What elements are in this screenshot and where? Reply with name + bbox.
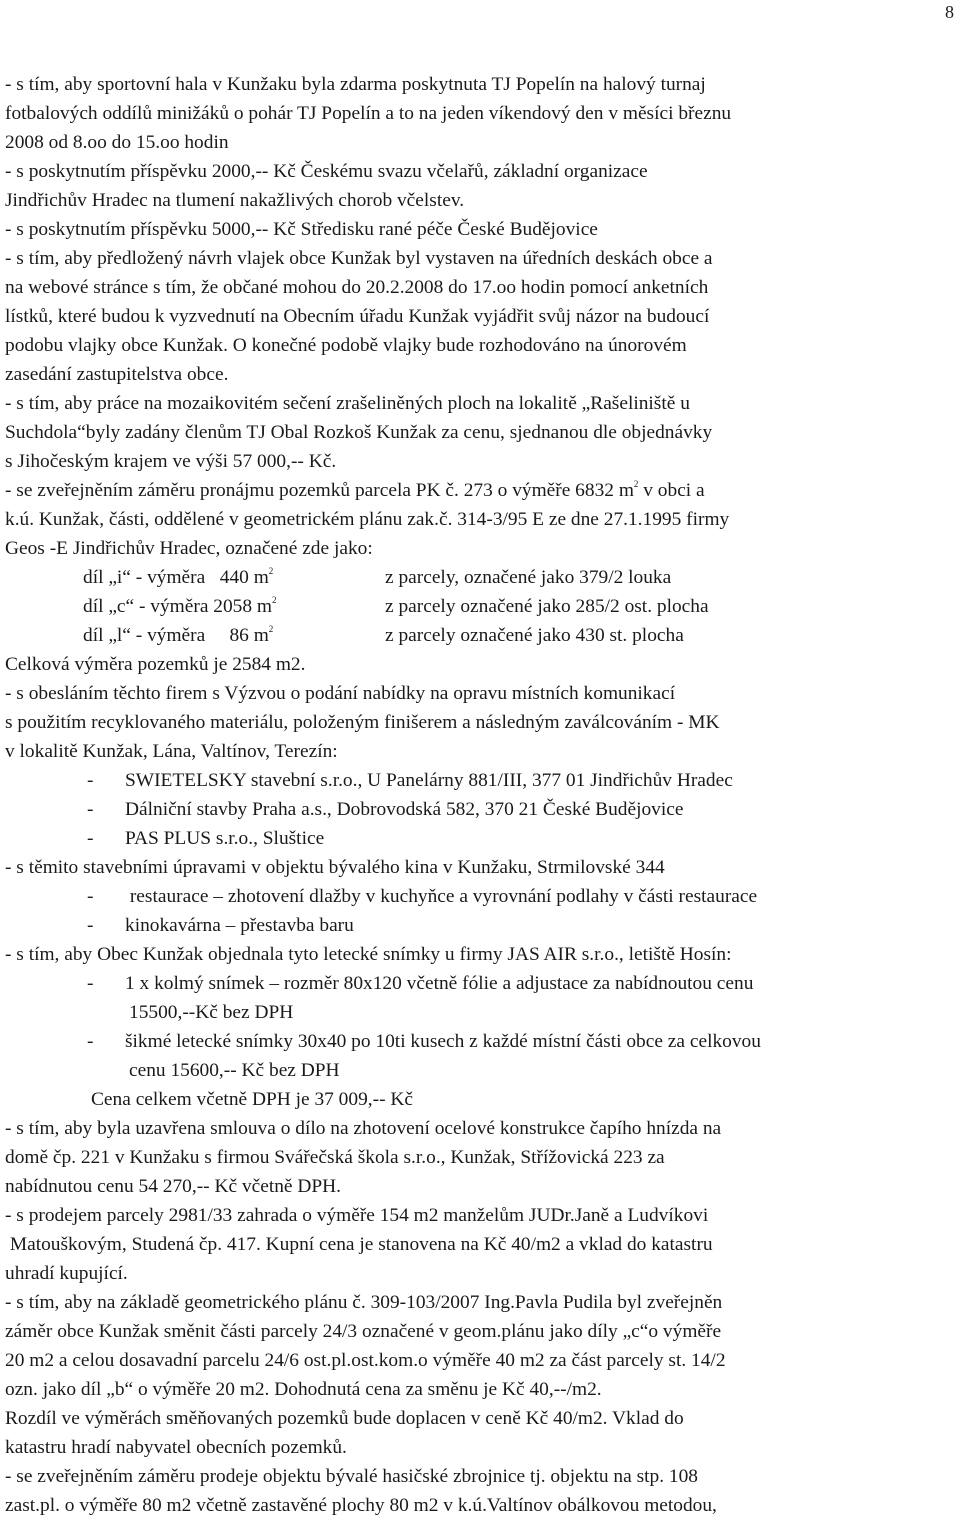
text-line: s použitím recyklovaného materiálu, položeným finišerem a následným zaválcováním - MK — [5, 712, 720, 733]
jas-item: 1 x kolmý snímek – rozměr 80x120 včetně fólie a adjustace za nabídnoutou cenu — [125, 973, 754, 994]
text-span: - se zveřejněním záměru pronájmu pozemků parcela PK č. 273 o výměře 6832 m — [5, 480, 634, 501]
text-line: podobu vlajky obce Kunžak. O konečné podobě vlajky bude rozhodováno na únorovém — [5, 335, 687, 356]
text-line — [5, 476, 940, 505]
text-line: katastru hradí nabyvatel obecních pozemků. — [5, 1437, 347, 1458]
kino-item: restaurace – zhotovení dlažby v kuchyňce a vyrovnání podlahy v části restaurace — [125, 886, 758, 907]
firm-name: Dálniční stavby Praha a.s., Dobrovodská 582, 370 21 České Budějovice — [125, 799, 684, 820]
text-line: zasedání zastupitelstva obce. — [5, 364, 229, 385]
superscript: 2 — [268, 624, 274, 634]
parcel-part-row — [5, 621, 940, 650]
text-line: Suchdola“byly zadány členům TJ Obal Rozkoš Kunžak za cenu, sjednanou dle objednávky — [5, 422, 713, 443]
text-line: Rozdíl ve výměrách směňovaných pozemků bude doplacen v ceně Kč 40/m2. Vklad do — [5, 1408, 684, 1429]
superscript: 2 — [272, 595, 277, 605]
text-line: - s poskytnutím příspěvku 2000,-- Kč Českému svazu včelařů, základní organizace — [5, 161, 648, 182]
kino-list-item: - restaurace – zhotovení dlažby v kuchyňce a vyrovnání podlahy v části restaurace — [87, 886, 758, 907]
text-line: lístků, které budou k vyzvednutí na Obecním úřadu Kunžak vyjádřit svůj názor na budoucí — [5, 306, 710, 327]
text-line: domě čp. 221 v Kunžaku s firmou Svářečská škola s.r.o., Kunžak, Střížovická 223 za — [5, 1147, 665, 1168]
text-line: k.ú. Kunžak, části, oddělené v geometrickém plánu zak.č. 314-3/95 E ze dne 27.1.1995 firmy — [5, 509, 730, 530]
firm-list-item: - PAS PLUS s.r.o., Slušticе — [87, 828, 325, 849]
text-line: Geos -E Jindřichův Hradec, označené zde jako: — [5, 538, 373, 559]
parcel-part-desc: z parcely označené jako 285/2 ost. plocha — [385, 596, 709, 617]
text-line: - s těmito stavebními úpravami v objektu bývalého kina v Kunžaku, Strmilovské 344 — [5, 857, 665, 878]
parcel-part-label: díl „i“ - výměra 440 m — [83, 567, 269, 588]
text-line: - se zveřejněním záměru prodeje objektu bývalé hasičské zbrojnice tj. objektu na stp. 108 — [5, 1466, 698, 1487]
kino-item: kinokavárna – přestavba baru — [125, 915, 354, 936]
superscript: 2 — [268, 566, 274, 576]
text-line: zast.pl. o výměře 80 m2 včetně zastavěné plochy 80 m2 v k.ú.Valtínov obálkovou metodou, — [5, 1495, 717, 1516]
text-line: - s tím, aby byla uzavřena smlouva o dílo na zhotovení ocelové konstrukce čapího hnízda na — [5, 1118, 722, 1139]
text-line: záměr obce Kunžak směnit části parcely 24/3 označené v geom.plánu jako díly „c“o výměře — [5, 1321, 722, 1342]
firm-name: PAS PLUS s.r.o., Slušticе — [125, 828, 325, 849]
text-line: - s tím, aby sportovní hala v Kunžaku byla zdarma poskytnuta TJ Popelín na halový turnaj — [5, 74, 706, 95]
text-line: nabídnutou cenu 54 270,-- Kč včetně DPH. — [5, 1176, 342, 1197]
text-line: s Jihočeským krajem ve výši 57 000,-- Kč. — [5, 451, 337, 472]
text-span: v obci a — [638, 480, 705, 501]
text-line: - s tím, aby práce na mozaikovitém sečení zrašeliněných ploch na lokalitě „Rašeliniště u — [5, 393, 690, 414]
page-number: 8 — [945, 2, 954, 22]
jas-list-item: - 1 x kolmý snímek – rozměr 80x120 včetně fólie a adjustace za nabídnoutou cenu — [87, 973, 754, 994]
text-line: - s tím, aby Obec Kunžak objednala tyto letecké snímky u firmy JAS AIR s.r.o., letiště Hosín: — [5, 944, 732, 965]
text-line: v lokalitě Kunžak, Lána, Valtínov, Terezín: — [5, 741, 338, 762]
jas-total: Cena celkem včetně DPH je 37 009,-- Kč — [91, 1089, 413, 1110]
superscript: 2 — [633, 479, 639, 489]
parcel-part-label: díl „c“ - výměra 2058 m — [83, 596, 272, 617]
text-line: - s tím, aby na základě geometrického plánu č. 309-103/2007 Ing.Pavla Pudila byl zveřejněn — [5, 1292, 723, 1313]
parcel-part-label: díl „l“ - výměra 86 m — [83, 625, 269, 646]
jas-list-item-cont: cenu 15600,-- Kč bez DPH — [129, 1060, 340, 1081]
parcel-part-desc: z parcely, označené jako 379/2 louka — [385, 567, 672, 588]
text-line: Celková výměra pozemků je 2584 m2. — [5, 654, 306, 675]
jas-list-item-cont: 15500,--Kč bez DPH — [129, 1002, 294, 1023]
text-line: 20 m2 a celou dosavadní parcelu 24/6 ost.pl.ost.kom.o výměře 40 m2 za část parcely st. 14/2 — [5, 1350, 726, 1371]
text-line: - s obesláním těchto firem s Výzvou o podání nabídky na opravu místních komunikací — [5, 683, 676, 704]
parcel-part-desc: z parcely označené jako 430 st. plocha — [385, 625, 684, 646]
text-line: uhradí kupující. — [5, 1263, 128, 1284]
firm-list-item: - Dálniční stavby Praha a.s., Dobrovodská 582, 370 21 České Budějovice — [87, 799, 684, 820]
parcel-part-row — [5, 563, 940, 592]
text-line: - s tím, aby předložený návrh vlajek obce Kunžak byl vystaven na úředních deskách obce a — [5, 248, 713, 269]
jas-item: šikmé letecké snímky 30x40 po 10ti kusech z každé místní části obce za celkovou — [125, 1031, 761, 1052]
text-line: Matouškovým, Studená čp. 417. Kupní cena je stanovena na Kč 40/m2 a vklad do katastru — [5, 1234, 713, 1255]
text-line: Jindřichův Hradec na tlumení nakažlivých chorob včelstev. — [5, 190, 465, 211]
firm-list-item: - SWIETELSKY stavební s.r.o., U Panelárny 881/III, 377 01 Jindřichův Hradec — [87, 770, 733, 791]
text-line: na webové stránce s tím, že občané mohou do 20.2.2008 do 17.oo hodin pomocí anketních — [5, 277, 709, 298]
kino-list-item: - kinokavárna – přestavba baru — [87, 915, 354, 936]
document-body — [5, 70, 940, 1520]
jas-list-item: - šikmé letecké snímky 30x40 po 10ti kusech z každé místní části obce za celkovou — [87, 1031, 761, 1052]
text-line: 2008 od 8.oo do 15.oo hodin — [5, 132, 229, 153]
text-line: - s prodejem parcely 2981/33 zahrada o výměře 154 m2 manželům JUDr.Janě a Ludvíkovi — [5, 1205, 709, 1226]
firm-name: SWIETELSKY stavební s.r.o., U Panelárny 881/III, 377 01 Jindřichův Hradec — [125, 770, 733, 791]
text-line: ozn. jako díl „b“ o výměře 20 m2. Dohodnutá cena za směnu je Kč 40,--/m2. — [5, 1379, 602, 1400]
parcel-part-row — [5, 592, 940, 621]
text-line: - s poskytnutím příspěvku 5000,-- Kč Středisku rané péče České Budějovice — [5, 219, 598, 240]
text-line: fotbalových oddílů minižáků o pohár TJ Popelín a to na jeden víkendový den v měsíci březnu — [5, 103, 732, 124]
